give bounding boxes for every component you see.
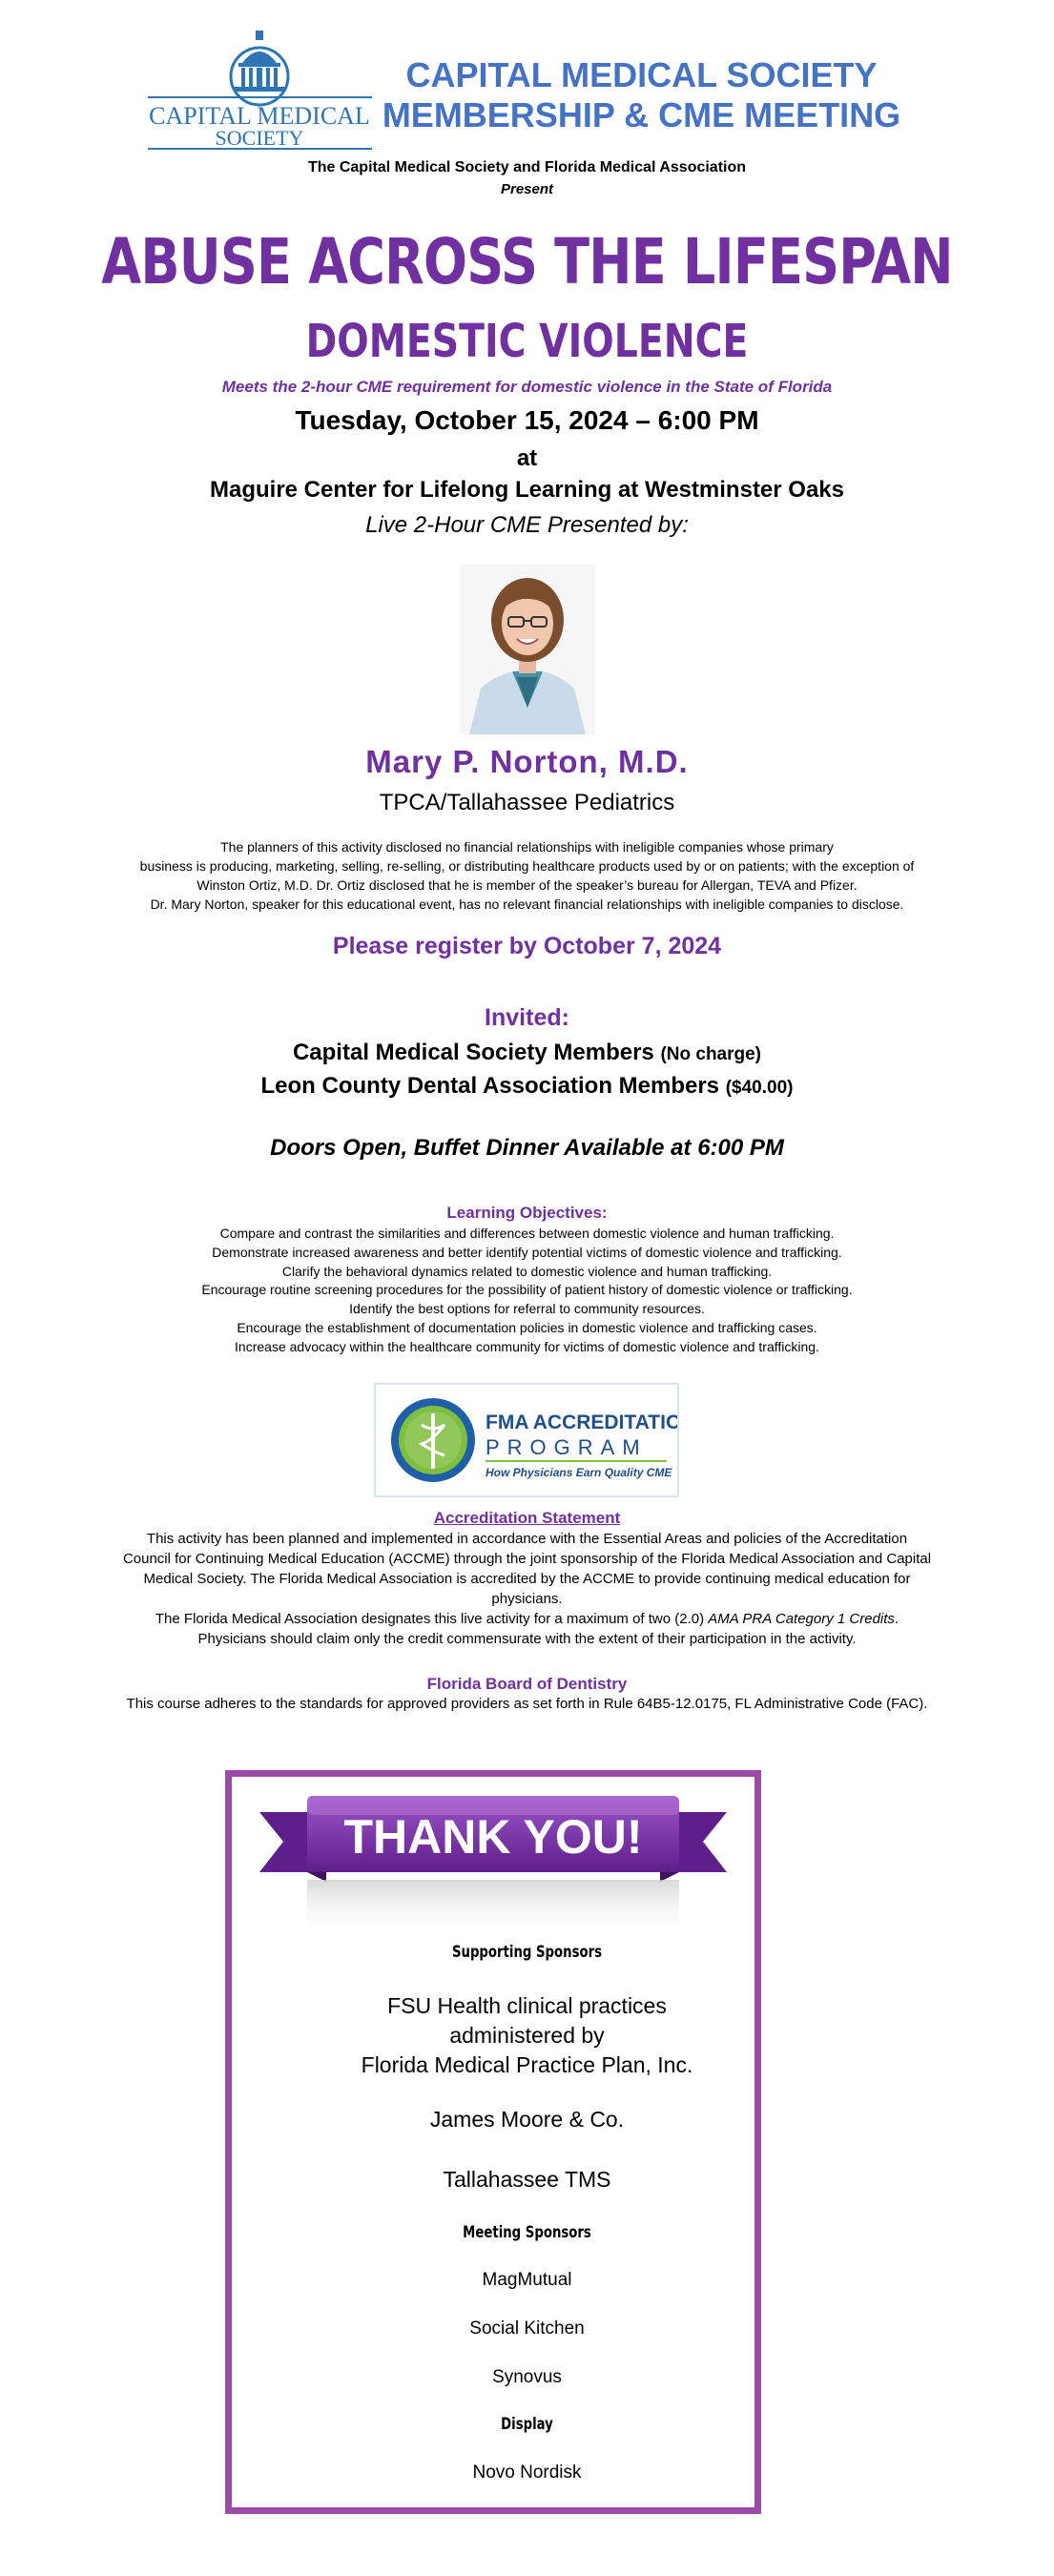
- list-item: Increase advocacy within the healthcare community for victims of domestic violence and trafficking.: [235, 1338, 819, 1354]
- list-item: Identify the best options for referral to community resources.: [349, 1301, 705, 1317]
- event-subtitle: DOMESTIC VIOLENCE: [305, 315, 749, 368]
- event-title: ABUSE ACROSS THE LIFESPAN: [101, 225, 953, 299]
- header-title-line1: CAPITAL MEDICAL SOCIETY: [405, 55, 878, 94]
- accreditation-line: This activity has been planned and implemented in accordance with the Essential Areas and policies of the Accreditation: [146, 1531, 908, 1547]
- disclosure-text: [76, 837, 978, 914]
- logo-line2: SOCIETY: [215, 126, 304, 150]
- supporting-line: Florida Medical Practice Plan, Inc.: [361, 2052, 693, 2077]
- speaker-photo: [460, 565, 595, 734]
- capital-medical-society-logo: [143, 27, 377, 153]
- list-item: Encourage routine screening procedures for the possibility of patient history of domestic violence or trafficking.: [201, 1282, 853, 1298]
- register-deadline: Please register by October 7, 2024: [332, 933, 722, 959]
- event-at: at: [516, 445, 538, 471]
- presenters-line: The Capital Medical Society and Florida Medical Association: [307, 159, 747, 175]
- accreditation-text: [57, 1529, 997, 1649]
- header-title-line2: MEMBERSHIP & CME MEETING: [382, 95, 901, 134]
- learning-objectives-heading: Learning Objectives:: [446, 1204, 608, 1222]
- accreditation-designation: [57, 1609, 997, 1629]
- invited-line2-note: ($40.00): [725, 1078, 794, 1098]
- supporting-line: FSU Health clinical practices: [387, 1993, 667, 2018]
- designation-suffix: .: [894, 1611, 899, 1627]
- invited-dental-members: [0, 1073, 1054, 1100]
- accreditation-line: physicians.: [491, 1591, 563, 1607]
- accreditation-line: Council for Continuing Medical Education (ACCME) through the joint sponsorship of the Florida Medical Association and Capital: [122, 1551, 932, 1567]
- disclosure-line: The planners of this activity disclosed no financial relationships with ineligible companies whose primary: [220, 839, 834, 855]
- display-heading: Display: [501, 2415, 553, 2434]
- dentistry-heading: Florida Board of Dentistry: [426, 1675, 628, 1693]
- designation-prefix: The Florida Medical Association designates this live activity for a maximum of two (2.0): [155, 1611, 709, 1627]
- present-label: Present: [500, 181, 554, 197]
- dentistry-text: This course adheres to the standards for approved providers as set forth in Rule 64B5-12.0175, FL Administrative Code (FAC).: [126, 1696, 928, 1712]
- cme-requirement-note: Meets the 2-hour CME requirement for domestic violence in the State of Florida: [221, 378, 833, 396]
- presented-by: Live 2-Hour CME Presented by:: [365, 512, 689, 538]
- fma-badge-line3: How Physicians Earn Quality CME: [486, 1466, 672, 1479]
- invited-line2: Leon County Dental Association Members: [260, 1073, 720, 1099]
- list-item: Clarify the behavioral dynamics related to domestic violence and human trafficking.: [281, 1263, 773, 1279]
- accreditation-line: Medical Society. The Florida Medical Association is accredited by the ACCME to provide continuing medical education for: [143, 1571, 911, 1587]
- logo-line1: CAPITAL MEDICAL: [149, 102, 370, 130]
- supporting-sponsor-tallahassee-tms: Tallahassee TMS: [443, 2167, 611, 2192]
- list-item: Demonstrate increased awareness and better identify potential victims of domestic violence and trafficking.: [212, 1244, 842, 1260]
- list-item: Compare and contrast the similarities and differences between domestic violence and human trafficking.: [219, 1226, 835, 1241]
- fma-accreditation-badge: [374, 1383, 679, 1497]
- invited-cms-members: [0, 1040, 1054, 1066]
- meeting-sponsor: Synovus: [492, 2367, 562, 2387]
- list-item: Encourage the establishment of documentation policies in domestic violence and trafficking cases.: [237, 1319, 817, 1335]
- fma-badge-line2: PROGRAM: [486, 1435, 648, 1459]
- thank-you-banner: [259, 1779, 727, 1950]
- supporting-line: administered by: [449, 2023, 605, 2048]
- designation-credit: AMA PRA Category 1 Credits: [708, 1611, 895, 1627]
- meeting-sponsors-heading: Meeting Sponsors: [463, 2223, 591, 2242]
- thank-you-text: THANK YOU!: [343, 1810, 643, 1864]
- invited-line1-note: (No charge): [660, 1044, 762, 1064]
- invited-heading: Invited:: [485, 1004, 569, 1031]
- speaker-affiliation: TPCA/Tallahassee Pediatrics: [379, 790, 675, 815]
- event-venue: Maguire Center for Lifelong Learning at Westminster Oaks: [209, 477, 844, 503]
- invited-line1: Capital Medical Society Members: [292, 1040, 654, 1065]
- learning-objectives-list: [0, 1225, 1054, 1357]
- accreditation-heading: Accreditation Statement: [433, 1509, 621, 1527]
- meeting-sponsor: Social Kitchen: [469, 2318, 585, 2339]
- accreditation-claim: Physicians should claim only the credit commensurate with the extent of their participation in the activity.: [197, 1631, 857, 1647]
- doors-open-note: Doors Open, Buffet Dinner Available at 6:00 PM: [270, 1135, 784, 1161]
- meeting-sponsor: MagMutual: [482, 2270, 572, 2290]
- supporting-sponsor-james-moore: James Moore & Co.: [429, 2107, 625, 2132]
- fma-badge-line1: FMA ACCREDITATION: [486, 1412, 677, 1433]
- supporting-sponsor-fsu: [0, 1991, 1054, 2080]
- speaker-name: Mary P. Norton, M.D.: [365, 744, 689, 779]
- disclosure-line: business is producing, marketing, selling, re-selling, or distributing healthcare products used by or on patients; with the exception of: [139, 858, 915, 874]
- supporting-sponsors-heading: Supporting Sponsors: [451, 1943, 603, 1962]
- event-date: Tuesday, October 15, 2024 – 6:00 PM: [295, 405, 759, 435]
- display-sponsor: Novo Nordisk: [472, 2463, 582, 2483]
- disclosure-line: Winston Ortiz, M.D. Dr. Ortiz disclosed that he is member of the speaker’s bureau for Allergan, TEVA and Pfizer.: [196, 877, 858, 893]
- disclosure-line: Dr. Mary Norton, speaker for this educational event, has no relevant financial relationships with ineligible companies to disclose.: [150, 896, 904, 912]
- header-title: [377, 55, 906, 135]
